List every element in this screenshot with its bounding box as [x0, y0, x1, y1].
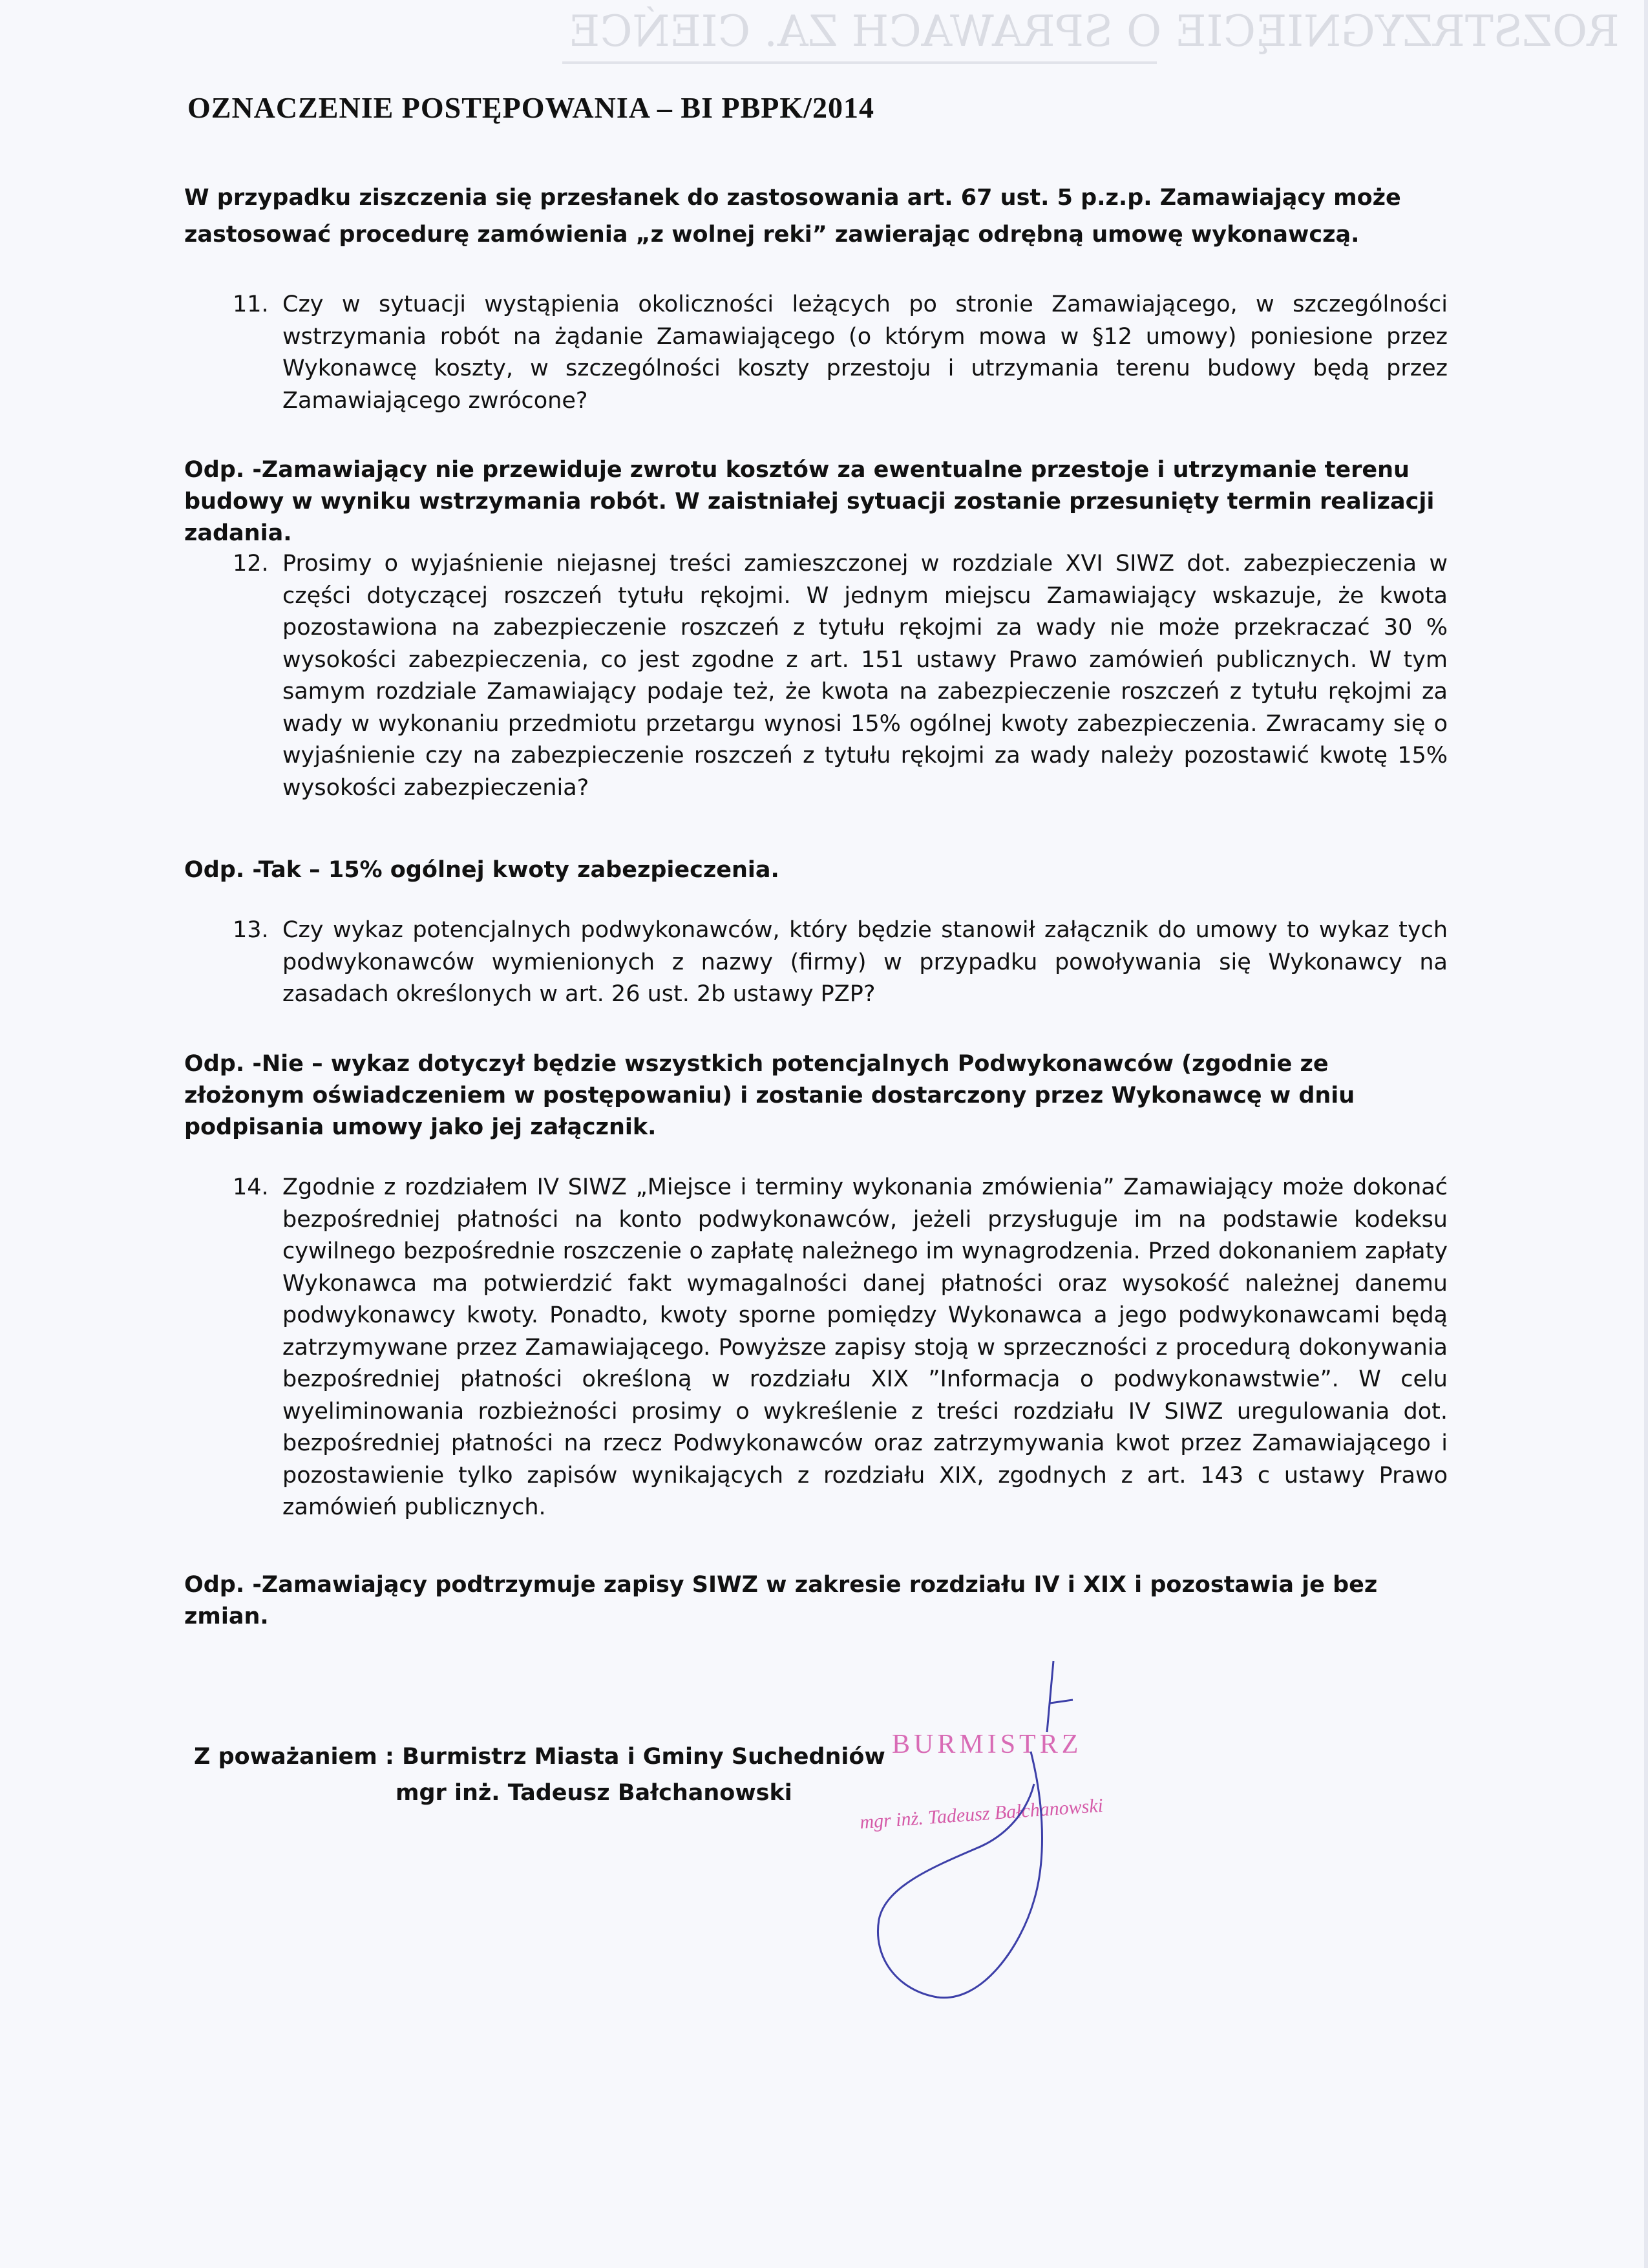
- bleed-through-header: ROZSTRZYGNIĘCIE O SPRAWACH ZA. CIEŃCE: [569, 6, 1620, 56]
- answer-12: Odp. -Tak – 15% ogólnej kwoty zabezpieczenia.: [184, 857, 779, 883]
- closing-line-1: Z poważaniem : Burmistrz Miasta i Gminy Suchedniów: [194, 1744, 885, 1770]
- signature-drawing: [860, 1655, 1131, 2017]
- question-14: [233, 1172, 1448, 1524]
- stamp-title: BURMISTRZ: [892, 1730, 1083, 1759]
- question-number: 13.: [233, 917, 269, 943]
- stamp-name: mgr inż. Tadeusz Bałchanowski: [859, 1794, 1104, 1834]
- document-title: OZNACZENIE POSTĘPOWANIA – BI PBPK/2014: [187, 91, 874, 124]
- closing-line-2: mgr inż. Tadeusz Bałchanowski: [396, 1780, 792, 1806]
- question-text: Zgodnie z rozdziałem IV SIWZ „Miejsce i terminy wykonania zmówienia” Zamawiający może dokonać bezpośredniej płatności na konto podwykonawców, jeżeli przysługuje im na podstawie kodeksu cywilnego bezpośrednie roszczenie o zapłatę należnego im wynagrodzenia. Przed dokonaniem zapłaty Wykonawca ma potwierdzić fakt wymagalności danej płatności oraz wysokość należnej danemu podwykonawcy kwoty. Ponadto, kwoty sporne pomiędzy Wykonawca a jego podwykonawcami będą zatrzymywane przez Zamawiającego. Powyższe zapisy stoją w sprzeczności z procedurą dokonywania bezpośredniej płatności określoną w rozdziału XIX ”Informacja o podwykonawstwie”. W celu wyeliminowania rozbieżności prosimy o wykreślenie z treści rozdziału IV SIWZ uregulowania dot. bezpośredniej płatności na rzecz Podwykonawców oraz zatrzymywania kwot przez Zamawiającego i pozostawienie tylko zapisów wynikających z rozdziału XIX, zgodnych z art. 143 c ustawy Prawo zamówień publicznych.: [282, 1174, 1448, 1520]
- question-text: Czy wykaz potencjalnych podwykonawców, który będzie stanowił załącznik do umowy to wykaz tych podwykonawców wymienionych z nazwy (firmy) w przypadku powoływania się Wykonawcy na zasadach określonych w art. 26 ust. 2b ustawy PZP?: [282, 917, 1448, 1007]
- closing-block: [194, 1739, 885, 1811]
- question-number: 11.: [233, 291, 269, 317]
- intro-paragraph: W przypadku ziszczenia się przesłanek do zastosowania art. 67 ust. 5 p.z.p. Zamawiający może zastosować procedurę zamówienia „z wolnej reki” zawierając odrębną umowę wykonawczą.: [184, 185, 1401, 248]
- question-11: [233, 289, 1448, 417]
- question-number: 12.: [233, 551, 269, 577]
- bleed-through-underline: [562, 61, 1157, 64]
- question-12: [233, 548, 1448, 804]
- question-text: Prosimy o wyjaśnienie niejasnej treści zamieszczonej w rozdziale XVI SIWZ dot. zabezpieczenia w części dotyczącej roszczeń tytułu rękojmi. W jednym miejscu Zamawiający wskazuje, że kwota pozostawiona na zabezpieczenie roszczeń z tytułu rękojmi za wady nie może przekraczać 30 % wysokości zabezpieczenia, co jest zgodne z art. 151 ustawy Prawo zamówień publicznych. W tym samym rozdziale Zamawiający podaje też, że kwota na zabezpieczenie roszczeń z tytułu rękojmi za wady w wykonaniu przedmiotu przetargu wynosi 15% ogólnej kwoty zabezpieczenia. Zwracamy się o wyjaśnienie czy na zabezpieczenie roszczeń z tytułu rękojmi za wady należy pozostawić kwotę 15% wysokości zabezpieczenia?: [282, 551, 1448, 801]
- answer-11: Odp. -Zamawiający nie przewiduje zwrotu kosztów za ewentualne przestoje i utrzymanie terenu budowy w wyniku wstrzymania robót. W zaistniałej sytuacji zostanie przesunięty termin realizacji zadania.: [184, 457, 1435, 546]
- question-number: 14.: [233, 1174, 269, 1200]
- question-text: Czy w sytuacji wystąpienia okoliczności leżących po stronie Zamawiającego, w szczególności wstrzymania robót na żądanie Zamawiającego (o którym mowa w §12 umowy) poniesione przez Wykonawcę koszty, w szczególności koszty przestoju i utrzymania terenu budowy będą przez Zamawiającego zwrócone?: [282, 291, 1448, 414]
- answer-14: Odp. -Zamawiający podtrzymuje zapisy SIWZ w zakresie rozdziału IV i XIX i pozostawia je bez zmian.: [184, 1572, 1378, 1629]
- question-13: [233, 915, 1448, 1011]
- answer-13: Odp. -Nie – wykaz dotyczył będzie wszystkich potencjalnych Podwykonawców (zgodnie ze złożonym oświadczeniem w postępowaniu) i zostanie dostarczony przez Wykonawcę w dniu podpisania umowy jako jej załącznik.: [184, 1051, 1355, 1140]
